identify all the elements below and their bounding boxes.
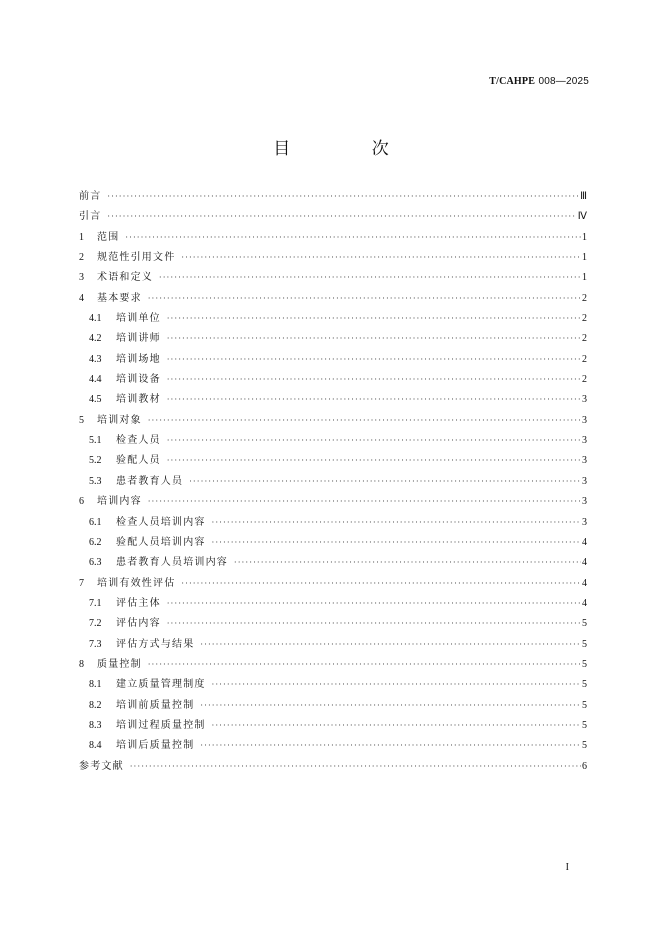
toc-entry-page: 1 [582,252,587,264]
toc-entry-label: 检查人员培训内容 [116,516,206,528]
toc-entry-number: 7.1 [89,597,102,609]
toc-dot-leader [167,434,581,448]
toc-entry[interactable] [79,332,587,352]
toc-entry-page: 5 [582,618,587,630]
toc-entry[interactable] [79,719,587,739]
toc-entry[interactable] [79,556,587,576]
toc-dot-leader [107,210,576,224]
toc-entry-page: 3 [582,394,587,406]
toc-entry-page: 6 [582,760,587,772]
toc-dot-leader [148,414,581,428]
toc-entry-number: 6 [79,496,84,508]
toc-entry-page: 2 [582,333,587,345]
toc-dot-leader [130,760,581,774]
toc-entry-label: 范围 [97,231,120,243]
toc-dot-leader [212,536,581,550]
toc-entry-number: 8.1 [89,679,102,691]
toc-dot-leader [148,658,581,672]
toc-entry[interactable] [79,210,587,230]
toc-entry-page: 2 [582,353,587,365]
toc-entry-label: 参考文献 [79,760,124,772]
standard-code [489,76,589,87]
toc-entry-label: 培训对象 [97,414,142,426]
toc-dot-leader [159,271,581,285]
toc-entry-page: 5 [582,638,587,650]
toc-entry-label: 验配人员 [116,455,161,467]
toc-dot-leader [200,739,581,753]
toc-dot-leader [212,516,581,530]
toc-entry-label: 评估内容 [116,618,161,630]
toc-entry-label: 检查人员 [116,435,161,447]
toc-entry-number: 4.4 [89,374,102,386]
toc-entry-label: 术语和定义 [97,272,153,284]
toc-entry[interactable] [79,292,587,312]
toc-entry-label: 患者教育人员 [116,475,184,487]
toc-entry-label: 培训单位 [116,313,161,325]
page-title: 目 次 [273,139,427,159]
toc-entry-number: 7.3 [89,638,102,650]
toc-entry-page: Ⅲ [580,191,587,202]
toc-entry-number: 4.1 [89,313,102,325]
toc-entry-label: 评估主体 [116,597,161,609]
toc-entry-label: 培训教材 [116,394,161,406]
toc-entry[interactable] [79,516,587,536]
toc-entry[interactable] [79,190,587,210]
toc-entry-number: 4.2 [89,333,102,345]
toc-entry[interactable] [79,231,587,251]
toc-entry-label: 培训设备 [116,374,161,386]
toc-entry-number: 1 [79,231,84,243]
toc-dot-leader [167,332,581,346]
toc-dot-leader [234,556,581,570]
toc-entry-number: 5.3 [89,475,102,487]
toc-entry-page: 5 [582,658,587,670]
toc-entry-page: 3 [582,475,587,487]
toc-dot-leader [212,719,581,733]
toc-entry-page: 4 [582,577,587,589]
toc-entry-label: 培训过程质量控制 [116,719,206,731]
toc-entry-label: 培训讲师 [116,333,161,345]
toc-entry-page: 5 [582,699,587,711]
toc-entry-page: 2 [582,292,587,304]
toc-entry-number: 2 [79,252,84,264]
standard-number: 008—2025 [538,76,589,87]
toc-entry[interactable] [79,597,587,617]
toc-dot-leader [212,678,581,692]
toc-entry[interactable] [79,475,587,495]
toc-entry-number: 4 [79,292,84,304]
toc-entry[interactable] [79,638,587,658]
toc-dot-leader [200,699,581,713]
toc-entry-label: 培训有效性评估 [97,577,176,589]
toc-entry[interactable] [79,678,587,698]
toc-entry-number: 4.5 [89,394,102,406]
toc-entry-page: 3 [582,516,587,528]
toc-dot-leader [167,353,581,367]
toc-entry-number: 5.2 [89,455,102,467]
toc-dot-leader [189,475,581,489]
toc-entry[interactable] [79,353,587,373]
toc-entry[interactable] [79,251,587,271]
toc-entry-number: 3 [79,272,84,284]
toc-entry-page: 5 [582,679,587,691]
toc-entry-page: 4 [582,597,587,609]
toc-dot-leader [167,597,581,611]
toc-entry-label: 引言 [79,211,102,223]
toc-entry-label: 培训内容 [97,496,142,508]
toc-dot-leader [181,577,581,591]
toc-entry-label: 基本要求 [97,292,142,304]
toc-dot-leader [148,292,581,306]
toc-entry-label: 质量控制 [97,658,142,670]
toc-entry-number: 6.3 [89,557,102,569]
toc-dot-leader [107,190,579,204]
toc-dot-leader [167,617,581,631]
toc-entry-label: 建立质量管理制度 [116,679,206,691]
toc-entry[interactable] [79,658,587,678]
toc-entry-page: 3 [582,496,587,508]
toc-dot-leader [200,638,581,652]
toc-dot-leader [125,231,581,245]
toc-entry-page: Ⅳ [577,211,587,223]
toc-entry[interactable] [79,536,587,556]
toc-entry-page: 1 [582,231,587,243]
page-number: I [565,862,569,873]
toc-entry-label: 验配人员培训内容 [116,536,206,548]
toc-entry-page: 2 [582,374,587,386]
toc-entry[interactable] [79,271,587,291]
toc-entry-page: 3 [582,455,587,467]
standard-prefix: T/CAHPE [489,76,536,87]
toc-dot-leader [167,454,581,468]
toc-entry[interactable] [79,454,587,474]
toc-entry-number: 8 [79,658,84,670]
toc-entry[interactable] [79,393,587,413]
table-of-contents [79,190,587,780]
toc-dot-leader [167,373,581,387]
toc-entry-number: 6.2 [89,536,102,548]
toc-entry-number: 8.2 [89,699,102,711]
toc-dot-leader [148,495,581,509]
toc-entry-number: 6.1 [89,516,102,528]
toc-entry-label: 培训场地 [116,353,161,365]
toc-entry[interactable] [79,495,587,515]
toc-dot-leader [167,312,581,326]
toc-entry-page: 4 [582,557,587,569]
toc-entry-page: 2 [582,313,587,325]
toc-entry-number: 5 [79,414,84,426]
toc-entry-label: 患者教育人员培训内容 [116,557,228,569]
toc-entry-page: 4 [582,536,587,548]
toc-entry[interactable] [79,699,587,719]
toc-entry[interactable] [79,617,587,637]
toc-entry-label: 前言 [79,191,102,202]
toc-entry-page: 1 [582,272,587,284]
toc-entry[interactable] [79,577,587,597]
toc-entry[interactable] [79,760,587,780]
toc-entry-number: 8.4 [89,740,102,752]
toc-dot-leader [167,393,581,407]
toc-entry[interactable] [79,312,587,332]
toc-entry-page: 5 [582,719,587,731]
toc-entry-number: 4.3 [89,353,102,365]
toc-entry[interactable] [79,414,587,434]
toc-entry-page: 3 [582,435,587,447]
toc-entry-page: 3 [582,414,587,426]
toc-entry-number: 7 [79,577,84,589]
toc-entry[interactable] [79,434,587,454]
toc-entry-page: 5 [582,740,587,752]
toc-entry-number: 8.3 [89,719,102,731]
toc-entry-label: 培训后质量控制 [116,740,195,752]
toc-entry-number: 5.1 [89,435,102,447]
toc-entry[interactable] [79,373,587,393]
toc-entry-number: 7.2 [89,618,102,630]
toc-entry-label: 评估方式与结果 [116,638,195,650]
toc-entry[interactable] [79,739,587,759]
toc-entry-label: 培训前质量控制 [116,699,195,711]
toc-entry-label: 规范性引用文件 [97,252,176,264]
toc-dot-leader [181,251,581,265]
